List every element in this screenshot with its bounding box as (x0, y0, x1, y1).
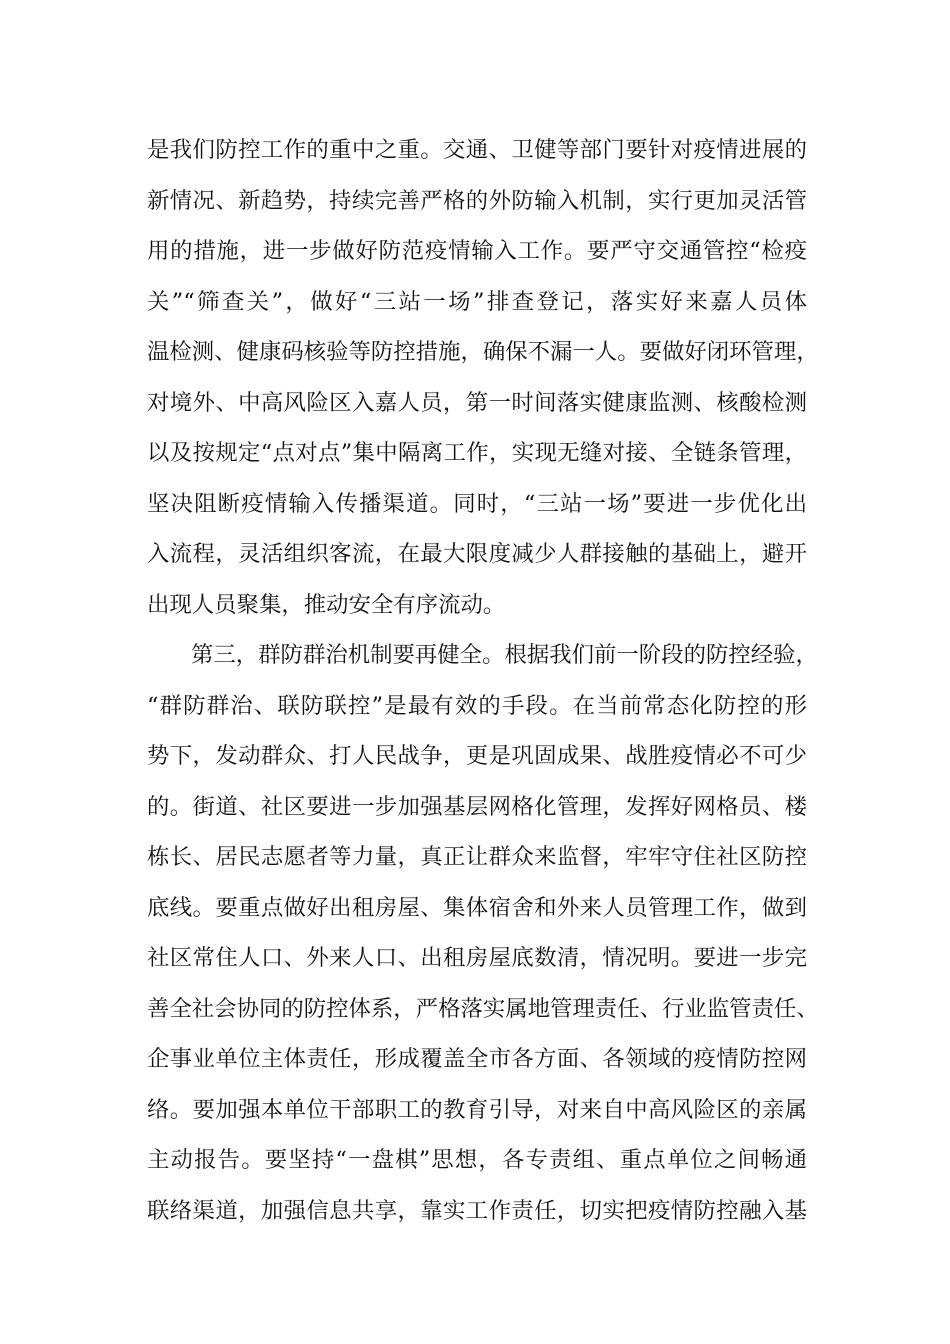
text-line: 对境外、中高风险区入嘉人员，第一时间落实健康监测、核酸检测 (147, 389, 807, 416)
paragraph-1 (147, 125, 819, 630)
text-line: “群防群治、联防联控”是最有效的手段。在当前常态化防控的形 (147, 692, 807, 719)
text-line: 主动报告。要坚持“一盘棋”思想，各专责组、重点单位之间畅通 (147, 1147, 807, 1173)
text-line: 入流程，灵活组织客流，在最大限度减少人群接触的基础上，避开 (147, 541, 807, 567)
text-line: 善全社会协同的防控体系，严格落实属地管理责任、行业监管责任、 (147, 995, 819, 1022)
text-line: 以及按规定“点对点”集中隔离工作，实现无缝对接、全链条管理， (147, 440, 807, 466)
text-line: 联络渠道，加强信息共享，靠实工作责任，切实把疫情防控融入基 (147, 1197, 807, 1224)
text-line: 络。要加强本单位干部职工的教育引导，对来自中高风险区的亲属 (147, 1096, 807, 1123)
text-line: 势下，发动群众、打人民战争，更是巩固成果、战胜疫情必不可少 (147, 743, 807, 769)
text-line: 企事业单位主体责任，形成覆盖全市各方面、各领域的疫情防控网 (147, 1046, 807, 1072)
text-line: 第三，群防群治机制要再健全。根据我们前一阶段的防控经验， (191, 642, 818, 668)
text-line: 是我们防控工作的重中之重。交通、卫健等部门要针对疫情进展的 (147, 137, 807, 163)
text-line: 社区常住人口、外来人口、出租房屋底数清，情况明。要进一步完 (147, 945, 807, 971)
text-line: 关”“筛查关”，做好“三站一场”排查登记，落实好来嘉人员体 (147, 288, 807, 315)
text-line: 用的措施，进一步做好防范疫情输入工作。要严守交通管控“检疫 (147, 238, 807, 264)
text-line: 的。街道、社区要进一步加强基层网格化管理，发挥好网格员、楼 (147, 793, 807, 820)
text-line: 新情况、新趋势，持续完善严格的外防输入机制，实行更加灵活管 (147, 187, 807, 214)
text-line: 栋长、居民志愿者等力量，真正让群众来监督，牢牢守住社区防控 (147, 844, 807, 870)
text-line: 底线。要重点做好出租房屋、集体宿舍和外来人员管理工作，做到 (147, 894, 807, 921)
text-line: 温检测、健康码核验等防控措施，确保不漏一人。要做好闭环管理， (147, 339, 819, 365)
paragraph-2 (147, 630, 819, 1236)
text-line: 出现人员聚集，推动安全有序流动。 (147, 591, 506, 618)
text-line: 坚决阻断疫情输入传播渠道。同时，“三站一场”要进一步优化出 (147, 490, 807, 517)
